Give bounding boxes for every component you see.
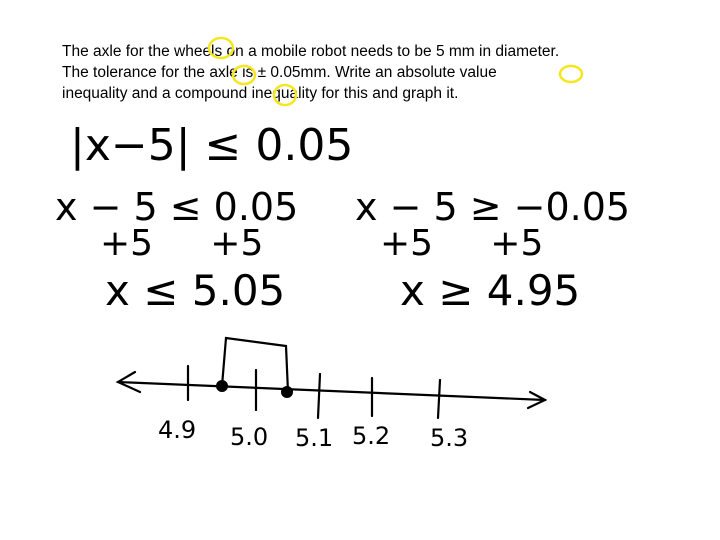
problem-line-3: inequality and a compound inequality for this and graph it. bbox=[62, 85, 459, 102]
highlight-circle bbox=[274, 85, 296, 105]
highlight-circle bbox=[233, 66, 255, 84]
right-case-step2: +5 +5 bbox=[380, 223, 544, 264]
highlight-marks bbox=[209, 38, 582, 105]
number-line bbox=[118, 338, 545, 418]
tick-label: 4.9 bbox=[158, 416, 197, 444]
left-case-step1: x − 5 ≤ 0.05 bbox=[55, 185, 299, 229]
problem-line-1: The axle for the wheels on a mobile robot needs to be 5 mm in diameter. bbox=[62, 43, 560, 60]
number-line-axis bbox=[118, 382, 545, 400]
tick-mark bbox=[438, 380, 440, 418]
right-case-step1: x − 5 ≥ −0.05 bbox=[355, 185, 631, 229]
highlight-circle bbox=[209, 38, 233, 58]
absolute-value-inequality: |x−5| ≤ 0.05 bbox=[70, 120, 354, 171]
number-line-labels bbox=[158, 416, 468, 452]
problem-line-2: The tolerance for the axle is ± 0.05mm. Write an absolute value bbox=[62, 64, 497, 81]
closed-endpoint-upper bbox=[281, 386, 293, 398]
highlight-circle bbox=[560, 66, 582, 82]
tick-label: 5.1 bbox=[295, 424, 334, 452]
tick-mark bbox=[318, 374, 320, 418]
tick-label: 5.3 bbox=[430, 424, 469, 452]
left-case-step2: +5 +5 bbox=[100, 223, 264, 264]
right-case-result: x ≥ 4.95 bbox=[400, 266, 581, 315]
tick-label: 5.0 bbox=[230, 423, 269, 451]
closed-endpoint-lower bbox=[216, 380, 228, 392]
tick-label: 5.2 bbox=[352, 422, 391, 450]
left-case-result: x ≤ 5.05 bbox=[105, 266, 286, 315]
